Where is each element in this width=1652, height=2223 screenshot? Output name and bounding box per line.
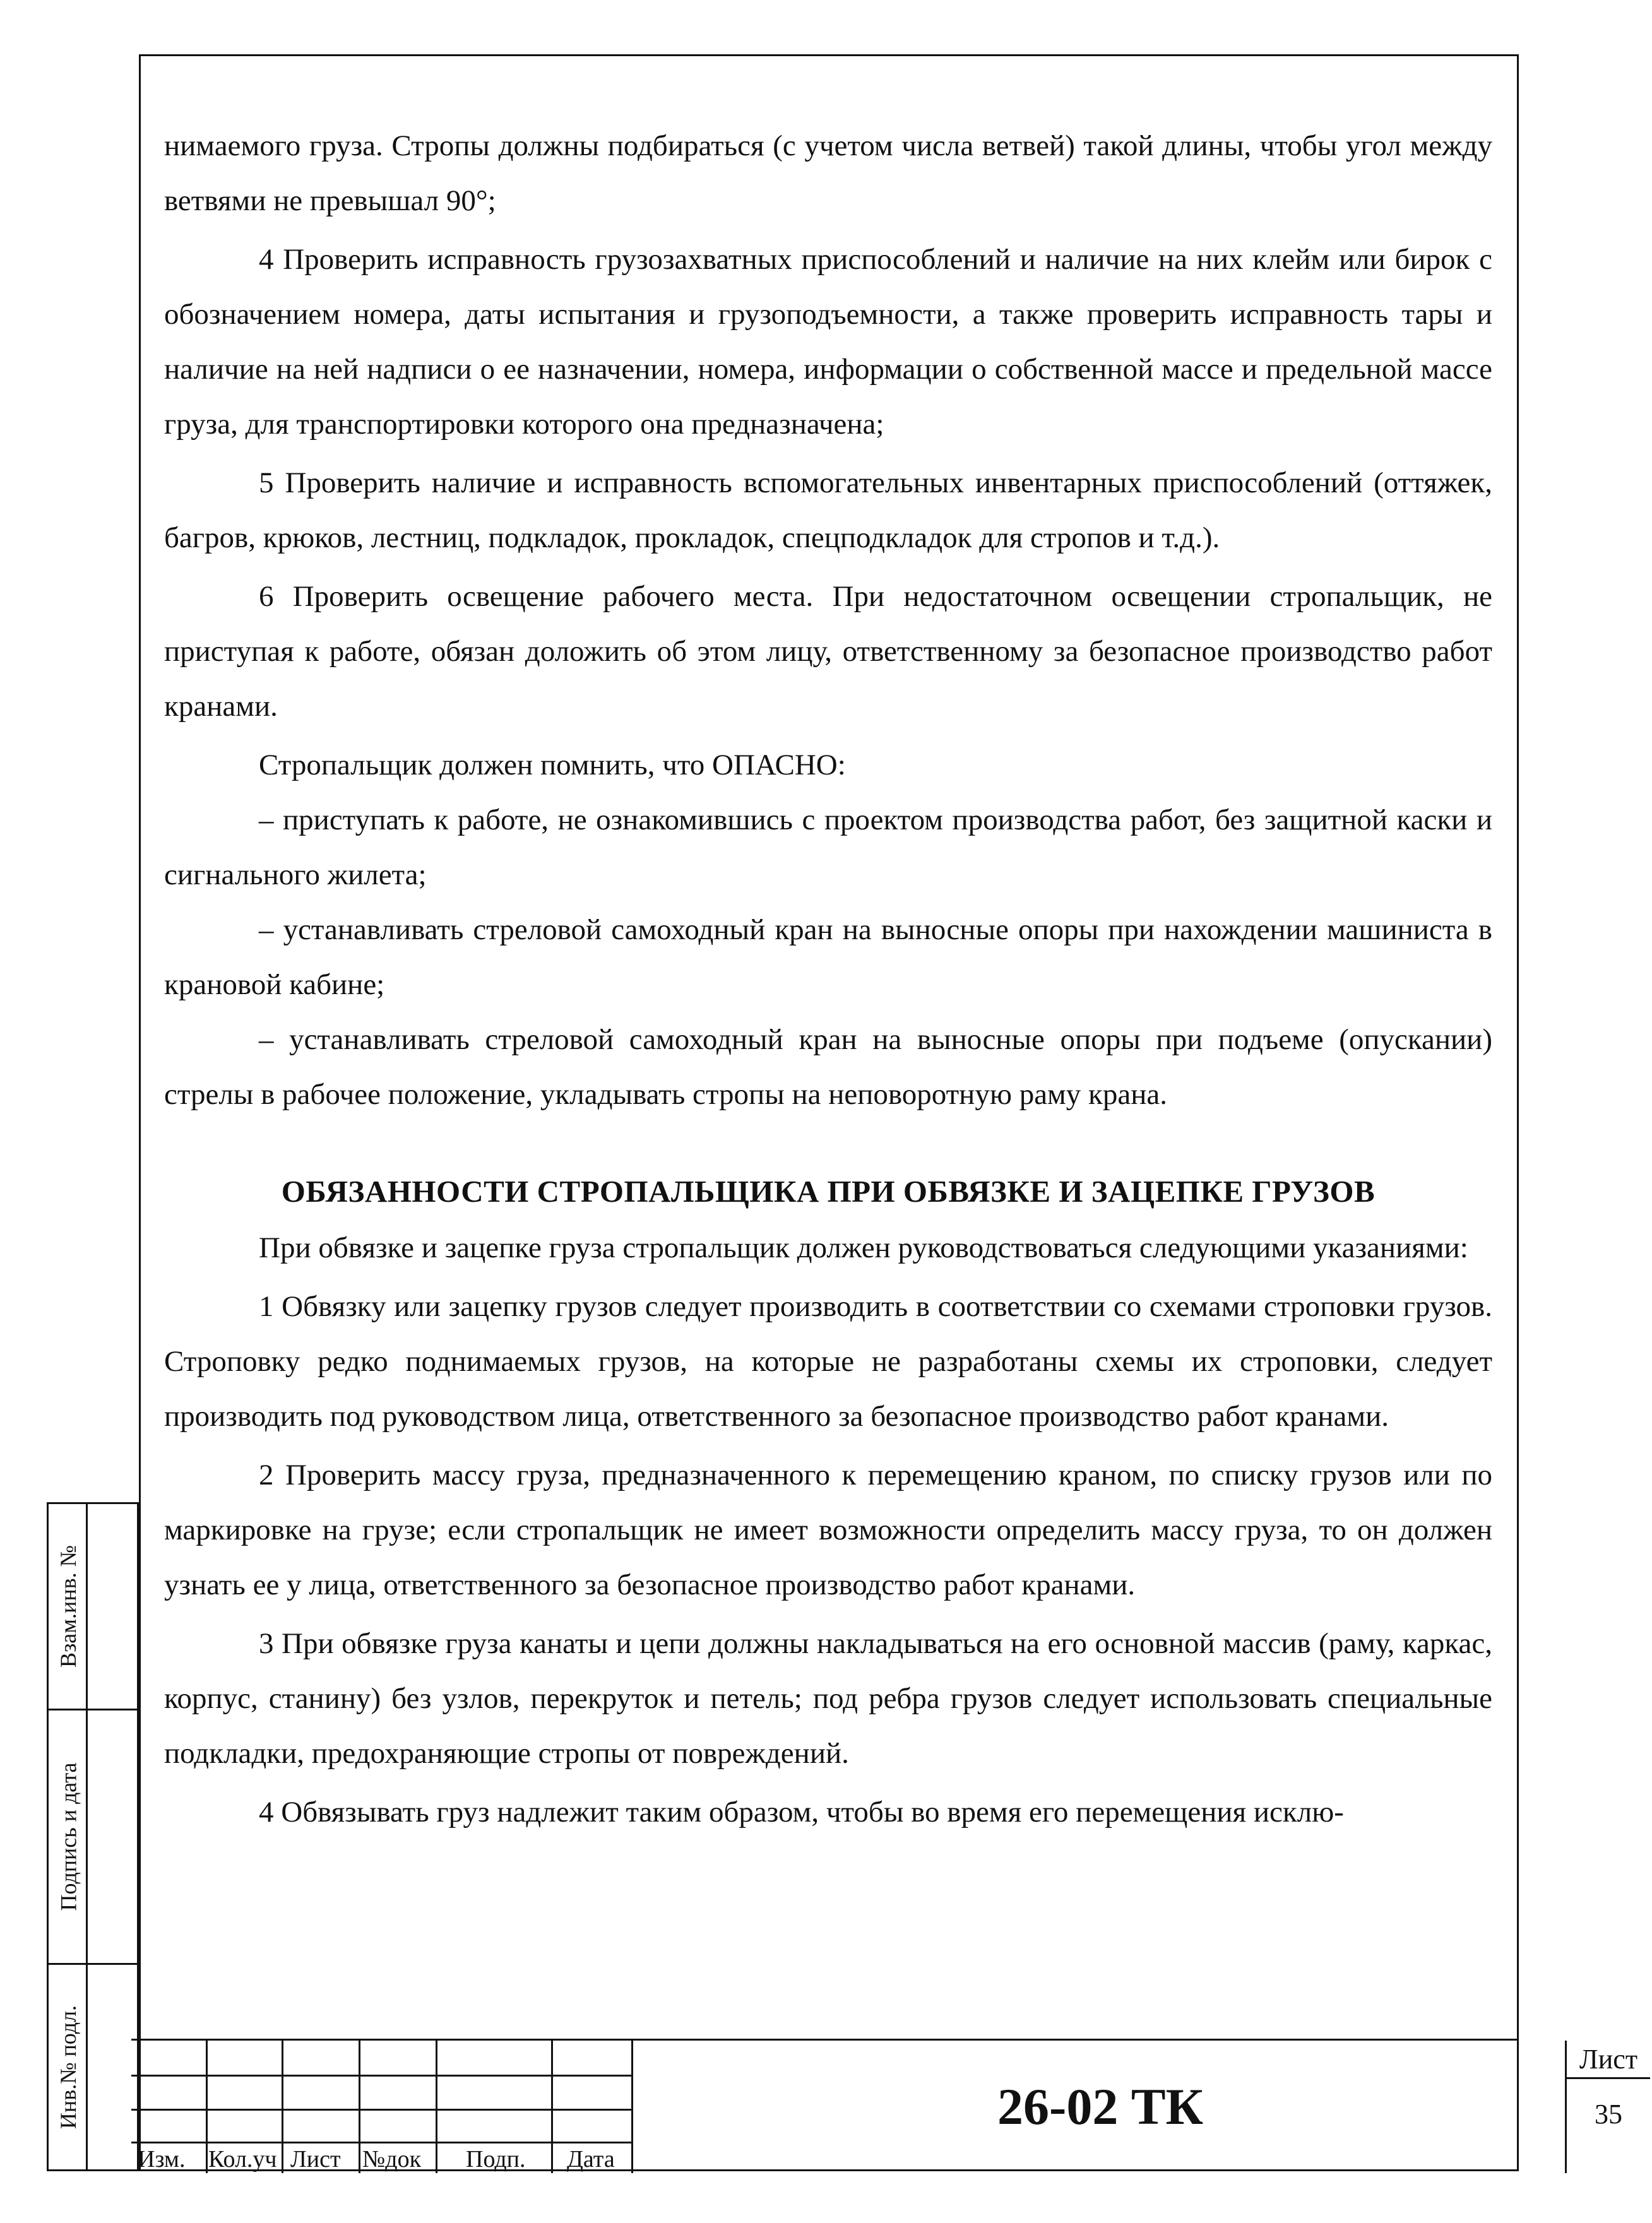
vzam-label: Взам.инв. №: [56, 1545, 81, 1668]
paragraph: 6 Проверить освещение рабочего места. При недостаточном освещении стропальщик, не приступая к работе, обязан доложить об этом лицу, ответственному за безопасное производство работ кранами.: [164, 580, 1492, 723]
sheet-label: Лист: [1567, 2041, 1650, 2079]
paragraph: нимаемого груза. Стропы должны подбираться (с учетом числа ветвей) такой длины, чтобы угол между ветвями не превышал 90°;: [164, 129, 1492, 217]
col-ndok-label: №док: [362, 2146, 422, 2173]
list-item: – устанавливать стреловой самоходный кран на выносные опоры при нахождении машиниста в крановой кабине;: [164, 913, 1492, 1001]
sheet-number: 35: [1595, 2099, 1622, 2130]
list-item: 4 Обвязывать груз надлежит таким образом, чтобы во время его перемещения исклю-: [259, 1796, 1344, 1829]
paragraph: При обвязке и зацепке груза стропальщик должен руководствоваться следующими указаниями:: [259, 1231, 1468, 1264]
paragraph: Стропальщик должен помнить, что ОПАСНО:: [259, 749, 846, 781]
list-item: – устанавливать стреловой самоходный кран на выносные опоры при подъеме (опускании) стрелы в рабочее положение, укладывать стропы на неповоротную раму крана.: [164, 1023, 1492, 1111]
title-block: [131, 2039, 1638, 2173]
podpis-label: Подпись и дата: [56, 1762, 81, 1911]
side-stamp: [47, 1502, 139, 2171]
inv-label: Инв.№ подл.: [56, 2005, 81, 2130]
list-item: 1 Обвязку или зацепку грузов следует производить в соответствии со схемами строповки грузов. Строповку редко поднимаемых грузов, на которые не разработаны схемы их строповки, следует производить под руководством лица, ответственного за безопасное производство работ кранами.: [164, 1290, 1492, 1433]
side-divider: [86, 1502, 88, 2171]
paragraph: 5 Проверить наличие и исправность вспомогательных инвентарных приспособлений (оттяжек, багров, крюков, лестниц, подкладок, прокладок, спецподкладок для стропов и т.д.).: [164, 466, 1492, 554]
document-body: [164, 119, 1492, 1840]
col-data-label: Дата: [567, 2146, 615, 2173]
list-item: 3 При обвязке груза канаты и цепи должны накладываться на его основной массив (раму, каркас, корпус, станину) без узлов, перекруток и петель; под ребра грузов следует использовать специальные подкладки, предохраняющие стропы от повреждений.: [164, 1627, 1492, 1770]
paragraph: 4 Проверить исправность грузозахватных приспособлений и наличие на них клейм или бирок с обозначением номера, даты испытания и грузоподъемности, а также проверить исправность тары и наличие на ней надписи о ее назначении, номера, информации о собственной массе и предельной массе груза, для транспортировки которого она предназначена;: [164, 243, 1492, 441]
revision-grid: [131, 2041, 633, 2173]
col-podp-label: Подп.: [466, 2146, 526, 2173]
list-item: 2 Проверить массу груза, предназначенного к перемещению краном, по списку грузов или по маркировке на грузе; если стропальщик не имеет возможности определить массу груза, то он должен узнать ее у лица, ответственного за безопасное производство работ кранами.: [164, 1459, 1492, 1601]
col-kolych-label: Кол.уч: [208, 2146, 277, 2173]
document-code: 26-02 ТК: [997, 2078, 1203, 2135]
sheet-box: [1565, 2041, 1652, 2173]
col-list-label: Лист: [290, 2146, 341, 2173]
section-heading: ОБЯЗАННОСТИ СТРОПАЛЬЩИКА ПРИ ОБВЯЗКЕ И ЗАЦЕПКЕ ГРУЗОВ: [281, 1174, 1376, 1209]
col-izm-label: Изм.: [138, 2146, 186, 2173]
list-item: – приступать к работе, не ознакомившись с проектом производства работ, без защитной каски и сигнального жилета;: [164, 803, 1492, 891]
